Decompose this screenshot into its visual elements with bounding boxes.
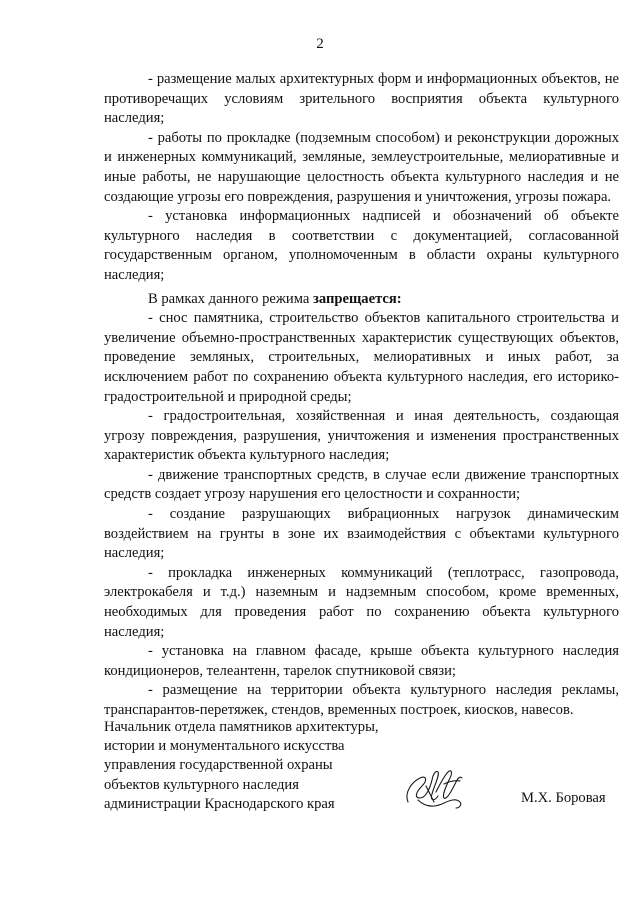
signatory-title [104,718,404,814]
signatory-title-line: объектов культурного наследия [104,776,299,793]
prohibited-item: - градостроительная, хозяйственная и иная деятельность, создающая угрозу повреждения, разрушения, уничтожения и изменения пространственных характеристик объекта культурного наследия; [104,408,619,464]
prohibited-item: - установка на главном фасаде, крыше объекта культурного наследия кондиционеров, телеантенн, тарелок спутниковой связи; [104,643,619,679]
handwritten-signature [398,762,472,814]
signatory-title-line: истории и монументального искусства [104,738,345,755]
signatory-title-line: управления государственной охраны [104,757,333,774]
prohibited-item: - создание разрушающих вибрационных нагрузок динамическим воздействием на грунты в зоне их взаимодействия с объектами культурного наследия; [104,506,619,562]
prohibited-item: - прокладка инженерных коммуникаций (теплотрасс, газопровода, электрокабеля и т.д.) наземным и надземным способом, кроме временных, необходимых для проведения работ по сохранению объекта культурного наследия; [104,564,619,640]
prohibited-intro-bold: запрещается: [313,290,402,307]
signatory-title-line: Начальник отдела памятников архитектуры, [104,719,379,735]
signatory-title-line: администрации Краснодарского края [104,795,335,812]
permitted-item: - установка информационных надписей и обозначений об объекте культурного наследия в соответствии с документацией, согласованной государственным органом, уполномоченным в области охраны культурного наследия; [104,208,619,283]
prohibited-intro [104,290,619,310]
prohibited-item: - движение транспортных средств, в случае если движение транспортных средств создает угрозу нарушения его целостности и сохранности; [104,466,619,503]
page-number: 2 [316,36,324,52]
prohibited-item: - снос памятника, строительство объектов капитального строительства и увеличение объемно-пространственных характеристик существующих объектов, проведение земляных, строительных, мелиоративных и иных работ, за исключением работ по сохранению объекта культурного наследия, его историко-градостроительной и природной среды; [104,310,619,405]
prohibited-intro-text: В рамках данного режима [148,290,313,307]
permitted-item: - работы по прокладке (подземным способом) и реконструкции дорожных и инженерных коммуникаций, земляные, землеустроительные, мелиоративные и иные работы, не нарушающие целостность объекта культурного наследия и не создающие угрозы его повреждения, разрушения и уничтожения, угрозы пожара. [104,129,619,205]
document-body [104,70,619,721]
permitted-item: - размещение малых архитектурных форм и информационных объектов, не противоречащих условиям зрительного восприятия объекта культурного наследия; [104,71,619,127]
signer-name: М.Х. Боровая [521,790,606,806]
prohibited-item: - размещение на территории объекта культурного наследия рекламы, транспарантов-перетяжек, стендов, временных построек, киосков, навесов. [104,682,619,718]
